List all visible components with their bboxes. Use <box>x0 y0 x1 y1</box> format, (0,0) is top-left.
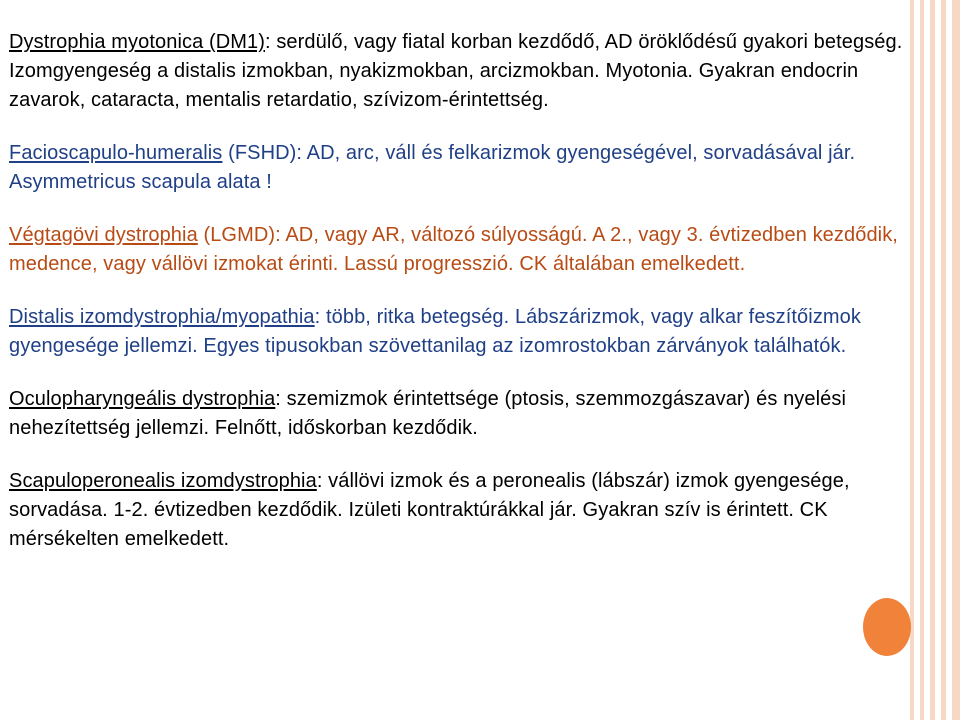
term-dm1: Dystrophia myotonica (DM1) <box>9 31 266 53</box>
slide-body <box>9 28 921 578</box>
term-scapuloperoneal: Scapuloperonealis izomdystrophia <box>9 470 317 492</box>
term-opmd: Oculopharyngeális dystrophia <box>9 388 276 410</box>
text-scapuloperoneal: : vállövi izmok és a peronealis (lábszár) izmok gyengesége, sorvadása. 1-2. évtizedben kezdődik. Izületi kontraktúrákkal jár. Gyakran szív is érintett. CK mérsékelten emelkedett. <box>9 470 850 550</box>
pointer-dot-icon <box>863 598 911 656</box>
text-fshd: (FSHD): AD, arc, váll és felkarizmok gyengeségével, sorvadásával jár. Asymmetricus scapula alata ! <box>9 142 856 193</box>
text-dm1: : serdülő, vagy fiatal korban kezdődő, AD öröklődésű gyakori betegség. Izomgyengeség a distalis izmokban, nyakizmokban, arcizmokban. Myotonia. Gyakran endocrin zavarok, cataracta, mentalis retardatio, szívizom-érintettség. <box>9 31 903 111</box>
text-opmd: : szemizmok érintettsége (ptosis, szemmozgászavar) és nyelési nehezítettség jellemzi. Felnőtt, időskorban kezdődik. <box>9 388 847 439</box>
paragraph-fshd <box>9 139 921 197</box>
paragraph-dm1 <box>9 28 921 115</box>
text-lgmd: (LGMD): AD, vagy AR, változó súlyosságú. A 2., vagy 3. évtizedben kezdődik, medence, vagy vállövi izmokat érinti. Lassú progresszió. CK általában emelkedett. <box>9 224 898 275</box>
term-distal: Distalis izomdystrophia/myopathia <box>9 306 315 328</box>
term-lgmd: Végtagövi dystrophia <box>9 224 198 246</box>
term-fshd: Facioscapulo-humeralis <box>9 142 223 164</box>
paragraph-scapuloperoneal <box>9 467 921 554</box>
paragraph-distal <box>9 303 921 361</box>
paragraph-opmd <box>9 385 921 443</box>
text-distal: : több, ritka betegség. Lábszárizmok, vagy alkar feszítőizmok gyengesége jellemzi. Egyes tipusokban szövettanilag az izomrostokban zárványok találhatók. <box>9 306 861 357</box>
paragraph-lgmd <box>9 221 921 279</box>
